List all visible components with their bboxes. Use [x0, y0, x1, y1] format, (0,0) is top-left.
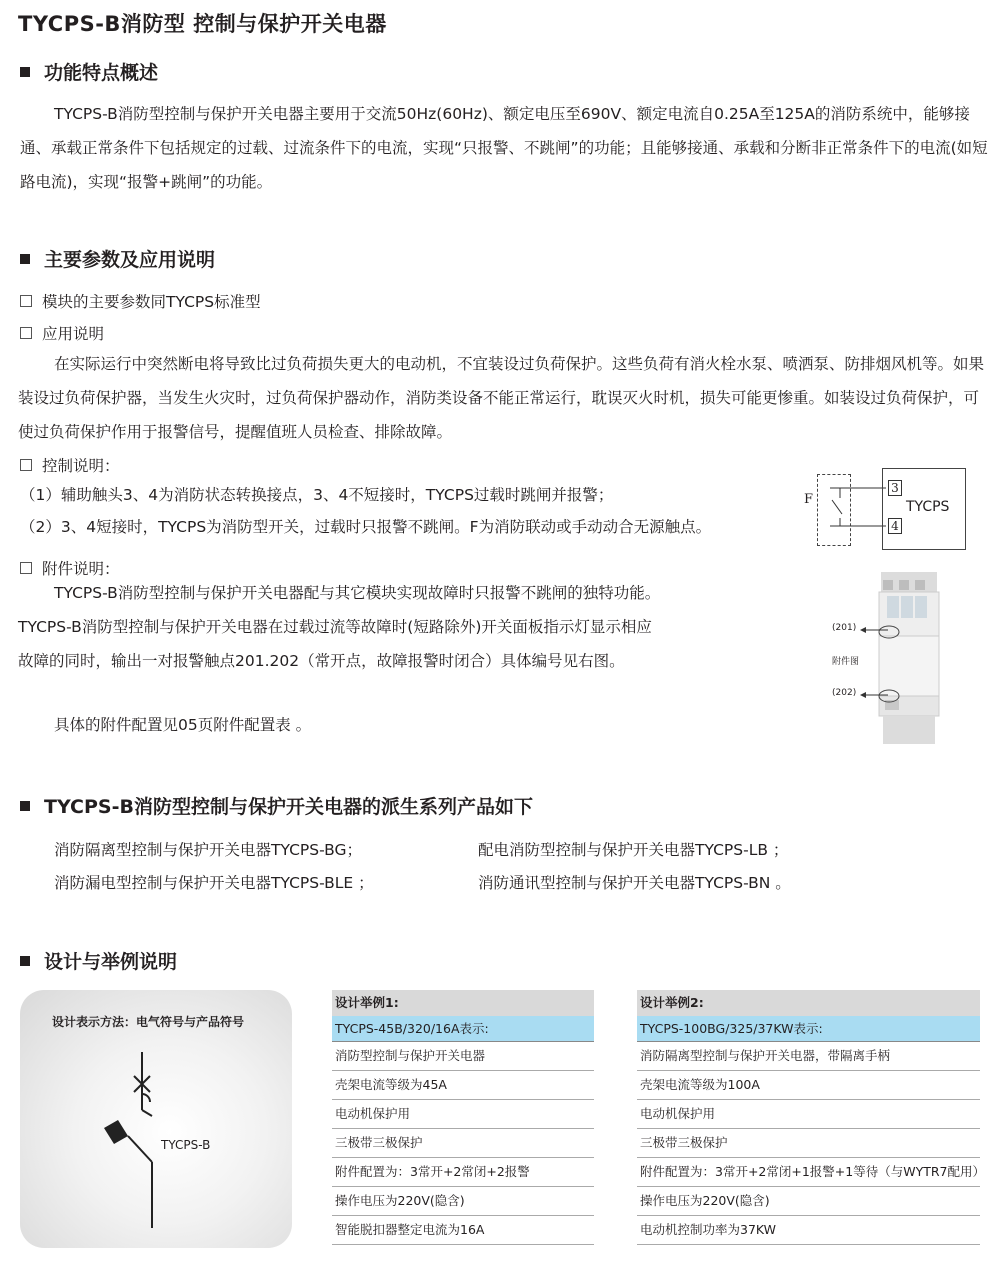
accessory-note: 具体的附件配置见05页附件配置表 。 [54, 716, 312, 734]
section-heading-text: TYCPS-B消防型控制与保护开关电器的派生系列产品如下 [44, 796, 533, 818]
bullet-square-icon [20, 801, 30, 811]
arrow-left-icon [860, 626, 888, 634]
accessory-module-image [877, 572, 941, 744]
table-row: 壳架电流等级为100A [637, 1071, 980, 1100]
example-1-header: 设计举例1: [332, 990, 594, 1016]
checkbox-square-icon [20, 327, 32, 339]
product-item: 消防隔离型控制与保护开关电器TYCPS-BG； [54, 841, 363, 859]
section-heading-text: 主要参数及应用说明 [44, 249, 216, 271]
list-item-application [20, 322, 104, 344]
control-note-2: （2）3、4短接时，TYCPS为消防型开关，过载时只报警不跳闸。F为消防联动或手动动合无源触点。 [20, 518, 712, 536]
example-2-header: 设计举例2: [637, 990, 980, 1016]
control-circuit-diagram [800, 468, 970, 552]
table-row: 附件配置为：3常开+2常闭+1报警+1等待（与WYTR7配用） [637, 1158, 980, 1187]
checkbox-square-icon [20, 295, 32, 307]
accessory-paragraph: TYCPS-B消防型控制与保护开关电器配与其它模块实现故障时只报警不跳闸的独特功能。TYCPS-B消防型控制与保护开关电器在过载过流等故障时(短路除外)开关面板指示灯显示相应故障的同时，输出一对报警触点201.202（常开点，故障报警时闭合）具体编号见右图。 [18, 584, 661, 670]
product-item: 配电消防型控制与保护开关电器TYCPS-LB ； [478, 841, 789, 859]
section-heading-text: 设计与举例说明 [44, 951, 178, 973]
example-2-table [637, 990, 986, 1245]
list-item-label: 模块的主要参数同TYCPS标准型 [42, 293, 261, 311]
table-row: 智能脱扣器整定电流为16A [332, 1216, 594, 1245]
page-title: TYCPS-B消防型 控制与保护开关电器 [18, 12, 387, 36]
terminal-3: 3 [888, 480, 902, 496]
terminal-4: 4 [888, 518, 902, 534]
table-row: 消防型控制与保护开关电器 [332, 1042, 594, 1071]
table-row: 操作电压为220V(隐含) [637, 1187, 980, 1216]
section-heading-parameters [20, 245, 215, 272]
list-item-label: 应用说明 [42, 325, 105, 343]
bullet-square-icon [20, 67, 30, 77]
card-title: 设计表示方法：电气符号与产品符号 [52, 1015, 245, 1029]
list-item-label: 控制说明： [42, 457, 120, 475]
example-1-model: TYCPS-45B/320/16A表示: [332, 1016, 594, 1042]
table-row: 附件配置为：3常开+2常闭+2报警 [332, 1158, 594, 1187]
table-row: 电动机控制功率为37KW [637, 1216, 980, 1245]
bullet-square-icon [20, 956, 30, 966]
tycps-box-label: TYCPS [906, 499, 950, 515]
checkbox-square-icon [20, 562, 32, 574]
control-note-1: （1）辅助触头3、4为消防状态转换接点，3、4不短接时，TYCPS过载时跳闸并报警； [20, 486, 614, 504]
arrow-left-icon [860, 691, 888, 699]
f-label: F [804, 492, 814, 507]
example-2-model: TYCPS-100BG/325/37KW表示: [637, 1016, 980, 1042]
list-item-control [20, 454, 120, 476]
table-row: 消防隔离型控制与保护开关电器，带隔离手柄 [637, 1042, 980, 1071]
table-row: 三极带三极保护 [637, 1129, 980, 1158]
table-row: 操作电压为220V(隐含) [332, 1187, 594, 1216]
list-item-params [20, 290, 261, 312]
table-row: 电动机保护用 [332, 1100, 594, 1129]
bullet-square-icon [20, 254, 30, 264]
symbol-label: TYCPS-B [161, 1138, 211, 1152]
application-paragraph: 在实际运行中突然断电将导致比过负荷损失更大的电动机，不宜装设过负荷保护。这些负荷有消火栓水泵、喷洒泵、防排烟风机等。如果装设过负荷保护器，当发生火灾时，过负荷保护器动作，消防类设备不能正常运行，耽误灭火时机，损失可能更惨重。如装设过负荷保护，可使过负荷保护作用于报警信号，提醒值班人员检查、排除故障。 [18, 355, 985, 441]
section-heading-derived [20, 792, 533, 819]
product-item: 消防通讯型控制与保护开关电器TYCPS-BN 。 [478, 874, 791, 892]
list-item-label: 附件说明： [42, 560, 120, 578]
section-heading-design [20, 947, 177, 974]
product-item: 消防漏电型控制与保护开关电器TYCPS-BLE ； [54, 874, 374, 892]
label-201: (201) [832, 623, 857, 633]
features-paragraph: TYCPS-B消防型控制与保护开关电器主要用于交流50Hz(60Hz)、额定电压至690V、额定电流自0.25A至125A的消防系统中，能够接通、承载正常条件下包括规定的过载、过流条件下的电流，实现“只报警、不跳闸”的功能；且能够接通、承载和分断非正常条件下的电流(如短路电流)，实现“报警+跳闸”的功能。 [20, 105, 988, 191]
design-symbol-card [20, 990, 292, 1248]
section-heading-text: 功能特点概述 [44, 62, 159, 84]
label-202: (202) [832, 688, 857, 698]
accessory-figure [830, 572, 990, 747]
example-1-table [332, 990, 594, 1245]
section-heading-features [20, 58, 158, 85]
table-row: 壳架电流等级为45A [332, 1071, 594, 1100]
table-row: 三极带三极保护 [332, 1129, 594, 1158]
checkbox-square-icon [20, 459, 32, 471]
figure-caption: 附件图 [832, 657, 860, 667]
table-row: 电动机保护用 [637, 1100, 980, 1129]
